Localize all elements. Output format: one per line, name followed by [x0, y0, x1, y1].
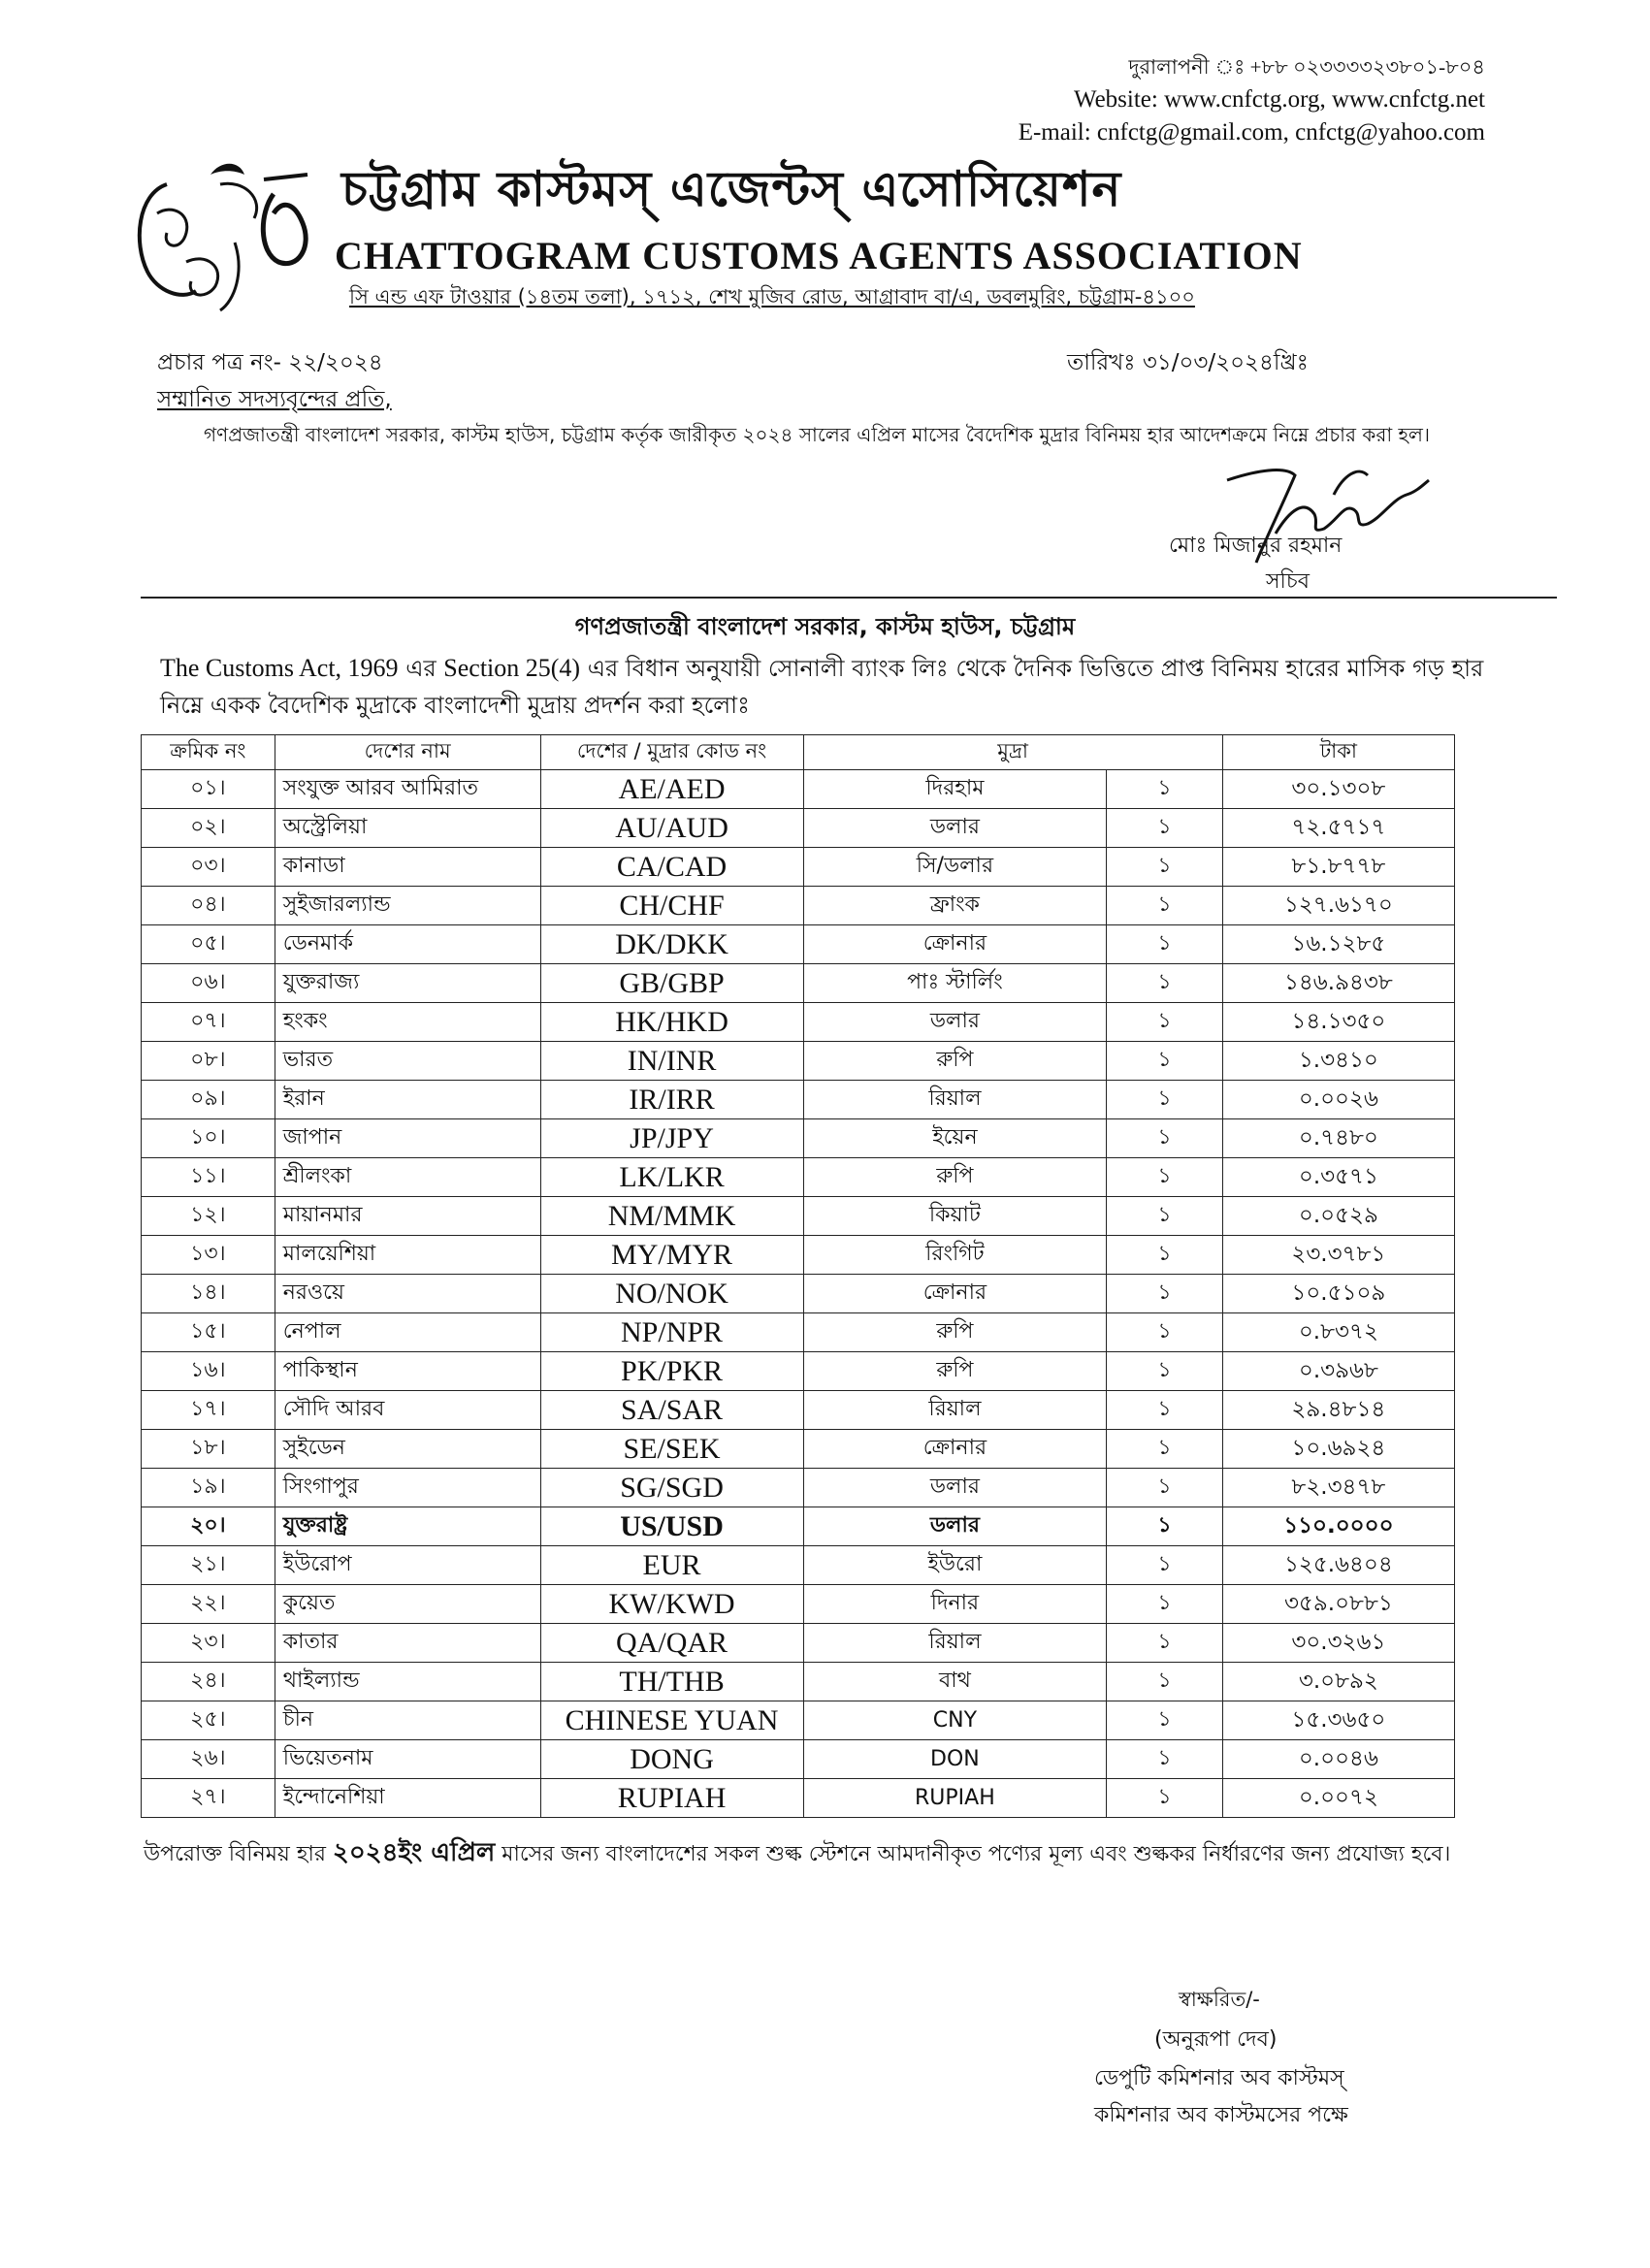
unit-cell: ১	[1107, 925, 1223, 964]
taka-cell: ৩.০৮৯২	[1222, 1663, 1454, 1701]
secretary-name: মোঃ মিজানুর রহমান	[1169, 534, 1343, 558]
code-cell: EUR	[540, 1546, 803, 1585]
unit-cell: ১	[1107, 1236, 1223, 1275]
taka-cell: ১২৭.৬১৭০	[1222, 887, 1454, 925]
unit-cell: ১	[1107, 1081, 1223, 1119]
table-row	[142, 1546, 1455, 1585]
code-cell: SA/SAR	[540, 1391, 803, 1430]
country-cell: পাকিস্থান	[275, 1352, 540, 1391]
unit-cell: ১	[1107, 809, 1223, 848]
code-cell: SE/SEK	[540, 1430, 803, 1469]
country-cell: যুক্তরাষ্ট্র	[275, 1507, 540, 1546]
country-cell: সুইডেন	[275, 1430, 540, 1469]
unit-cell: ১	[1107, 1740, 1223, 1779]
unit-cell: ১	[1107, 1003, 1223, 1042]
serial-cell: ০৯।	[142, 1081, 275, 1119]
table-row	[142, 1740, 1455, 1779]
circular-number: প্রচার পত্র নং- ২২/২০২৪	[157, 350, 383, 375]
currency-cell: সি/ডলার	[803, 848, 1107, 887]
header-taka: টাকা	[1222, 735, 1454, 770]
serial-cell: ১৬।	[142, 1352, 275, 1391]
org-name-bengali: চট্টগ্রাম কাস্টমস্ এজেন্টস্ এসোসিয়েশন	[341, 161, 1122, 217]
email-text: E-mail: cnfctg@gmail.com, cnfctg@yahoo.com	[1018, 119, 1485, 146]
signed-label: স্বাক্ষরিত/-	[1179, 1988, 1260, 2011]
unit-cell: ১	[1107, 1197, 1223, 1236]
code-cell: SG/SGD	[540, 1469, 803, 1507]
currency-cell: পাঃ স্টার্লিং	[803, 964, 1107, 1003]
note-highlight: ২০২৪ইং এপ্রিল	[332, 1838, 496, 1867]
serial-cell: ০৬।	[142, 964, 275, 1003]
taka-cell: ২৩.৩৭৮১	[1222, 1236, 1454, 1275]
country-cell: নরওয়ে	[275, 1275, 540, 1313]
currency-cell: RUPIAH	[803, 1779, 1107, 1818]
code-cell: CA/CAD	[540, 848, 803, 887]
org-name-english: CHATTOGRAM CUSTOMS AGENTS ASSOCIATION	[335, 234, 1303, 277]
serial-cell: ১১।	[142, 1158, 275, 1197]
unit-cell: ১	[1107, 887, 1223, 925]
unit-cell: ১	[1107, 1469, 1223, 1507]
currency-cell: দিরহাম	[803, 770, 1107, 809]
unit-cell: ১	[1107, 1158, 1223, 1197]
code-cell: IR/IRR	[540, 1081, 803, 1119]
serial-cell: ১৯।	[142, 1469, 275, 1507]
code-cell: NM/MMK	[540, 1197, 803, 1236]
unit-cell: ১	[1107, 1585, 1223, 1624]
serial-cell: ২৫।	[142, 1701, 275, 1740]
table-header-row	[142, 735, 1455, 770]
code-cell: MY/MYR	[540, 1236, 803, 1275]
taka-cell: ৩৫৯.০৮৮১	[1222, 1585, 1454, 1624]
unit-cell: ১	[1107, 1546, 1223, 1585]
unit-cell: ১	[1107, 1391, 1223, 1430]
section-ref: Section 25(4)	[443, 654, 581, 682]
taka-cell: ১৪.১৩৫০	[1222, 1003, 1454, 1042]
country-cell: চীন	[275, 1701, 540, 1740]
table-row	[142, 1275, 1455, 1313]
currency-cell: রুপি	[803, 1042, 1107, 1081]
country-cell: সুইজারল্যান্ড	[275, 887, 540, 925]
currency-cell: রিয়াল	[803, 1081, 1107, 1119]
table-row	[142, 1779, 1455, 1818]
table-row	[142, 809, 1455, 848]
table-row	[142, 964, 1455, 1003]
currency-cell: দিনার	[803, 1585, 1107, 1624]
taka-cell: ০.৩৯৬৮	[1222, 1352, 1454, 1391]
order-body	[160, 650, 1499, 724]
taka-cell: ১০.৬৯২৪	[1222, 1430, 1454, 1469]
taka-cell: ১.৩৪১০	[1222, 1042, 1454, 1081]
currency-cell: রুপি	[803, 1313, 1107, 1352]
unit-cell: ১	[1107, 1275, 1223, 1313]
country-cell: ভারত	[275, 1042, 540, 1081]
country-cell: ভিয়েতনাম	[275, 1740, 540, 1779]
code-cell: NO/NOK	[540, 1275, 803, 1313]
table-row	[142, 887, 1455, 925]
code-cell: DONG	[540, 1740, 803, 1779]
serial-cell: ০১।	[142, 770, 275, 809]
table-row	[142, 1236, 1455, 1275]
officer-designation: ডেপুটি কমিশনার অব কাস্টমস্	[1094, 2066, 1344, 2090]
table-row	[142, 1701, 1455, 1740]
serial-cell: ০৫।	[142, 925, 275, 964]
unit-cell: ১	[1107, 1624, 1223, 1663]
code-cell: HK/HKD	[540, 1003, 803, 1042]
taka-cell: ৮১.৮৭৭৮	[1222, 848, 1454, 887]
currency-cell: ক্রোনার	[803, 925, 1107, 964]
country-cell: ইরান	[275, 1081, 540, 1119]
country-cell: যুক্তরাজ্য	[275, 964, 540, 1003]
currency-cell: ইয়েন	[803, 1119, 1107, 1158]
phone-number: দুরালাপনী ঃ +৮৮ ০২৩৩৩৩২৩৮০১-৮০৪	[1128, 55, 1485, 79]
applicability-note	[144, 1833, 1502, 1874]
table-row	[142, 1469, 1455, 1507]
table-row	[142, 1430, 1455, 1469]
table-row	[142, 1042, 1455, 1081]
country-cell: কুয়েত	[275, 1585, 540, 1624]
taka-cell: ৮২.৩৪৭৮	[1222, 1469, 1454, 1507]
currency-cell: রিংগিট	[803, 1236, 1107, 1275]
header-code: দেশের / মুদ্রার কোড নং	[540, 735, 803, 770]
code-cell: NP/NPR	[540, 1313, 803, 1352]
anniversary-logo	[128, 155, 317, 320]
unit-cell: ১	[1107, 1701, 1223, 1740]
table-row	[142, 1119, 1455, 1158]
country-cell: ইউরোপ	[275, 1546, 540, 1585]
currency-cell: বাথ	[803, 1663, 1107, 1701]
note-part2: মাসের জন্য বাংলাদেশের সকল শুল্ক স্টেশনে আমদানীকৃত পণ্যের মূল্য এবং শুল্ককর নির্ধারণের জন্য প্রযোজ্য হবে।	[495, 1842, 1451, 1866]
code-cell: KW/KWD	[540, 1585, 803, 1624]
code-cell: RUPIAH	[540, 1779, 803, 1818]
circular-date: তারিখঃ ৩১/০৩/২০২৪খ্রিঃ	[1067, 350, 1309, 375]
code-cell: DK/DKK	[540, 925, 803, 964]
table-row	[142, 1507, 1455, 1546]
taka-cell: ০.৮৩৭২	[1222, 1313, 1454, 1352]
code-cell: GB/GBP	[540, 964, 803, 1003]
currency-cell: রুপি	[803, 1352, 1107, 1391]
header-serial: ক্রমিক নং	[142, 735, 275, 770]
recipients-line: সম্মানিত সদস্যবৃন্দের প্রতি,	[157, 387, 392, 412]
serial-cell: ২৪।	[142, 1663, 275, 1701]
note-part1: উপরোক্ত বিনিময় হার	[144, 1842, 333, 1866]
currency-cell: ক্রোনার	[803, 1275, 1107, 1313]
table-row	[142, 1585, 1455, 1624]
unit-cell: ১	[1107, 1507, 1223, 1546]
unit-cell: ১	[1107, 848, 1223, 887]
code-cell: CH/CHF	[540, 887, 803, 925]
country-cell: ইন্দোনেশিয়া	[275, 1779, 540, 1818]
taka-cell: ১৬.১২৮৫	[1222, 925, 1454, 964]
unit-cell: ১	[1107, 1352, 1223, 1391]
unit-cell: ১	[1107, 770, 1223, 809]
table-row	[142, 1663, 1455, 1701]
taka-cell: ৭২.৫৭১৭	[1222, 809, 1454, 848]
table-row	[142, 1003, 1455, 1042]
code-cell: QA/QAR	[540, 1624, 803, 1663]
taka-cell: ১৫.৩৬৫০	[1222, 1701, 1454, 1740]
country-cell: সংযুক্ত আরব আমিরাত	[275, 770, 540, 809]
country-cell: ডেনমার্ক	[275, 925, 540, 964]
code-cell: LK/LKR	[540, 1158, 803, 1197]
order-body-part2: এর বিধান অনুযায়ী সোনালী ব্যাংক লিঃ থেকে দৈনিক ভিত্তিতে প্রাপ্ত বিনিময় হারের মাসিক গড় হার নিম্নে একক বৈদেশিক মুদ্রাকে বাংলাদেশী মুদ্রায় প্রদর্শন করা হলোঃ	[160, 655, 1484, 719]
country-cell: অস্ট্রেলিয়া	[275, 809, 540, 848]
taka-cell: ০.০০৭২	[1222, 1779, 1454, 1818]
country-cell: কানাডা	[275, 848, 540, 887]
unit-cell: ১	[1107, 1430, 1223, 1469]
table-row	[142, 925, 1455, 964]
code-cell: PK/PKR	[540, 1352, 803, 1391]
serial-cell: ০৭।	[142, 1003, 275, 1042]
intro-paragraph: গণপ্রজাতন্ত্রী বাংলাদেশ সরকার, কাস্টম হাউস, চট্টগ্রাম কর্তৃক জারীকৃত ২০২৪ সালের এপ্রিল মাসের বৈদেশিক মুদ্রার বিনিময় হার আদেশক্রমে নিম্নে প্রচার করা হল।	[204, 423, 1431, 446]
taka-cell: ০.০০২৬	[1222, 1081, 1454, 1119]
currency-cell: কিয়াট	[803, 1197, 1107, 1236]
country-cell: জাপান	[275, 1119, 540, 1158]
serial-cell: ১৪।	[142, 1275, 275, 1313]
exchange-rate-table	[141, 734, 1455, 1818]
website-text: Website: www.cnfctg.org, www.cnfctg.net	[1073, 86, 1485, 113]
currency-cell: ক্রোনার	[803, 1430, 1107, 1469]
serial-cell: ২২।	[142, 1585, 275, 1624]
taka-cell: ১২৫.৬৪০৪	[1222, 1546, 1454, 1585]
currency-cell: ডলার	[803, 1469, 1107, 1507]
taka-cell: ৩০.১৩০৮	[1222, 770, 1454, 809]
org-address: সি এন্ড এফ টাওয়ার (১৪তম তলা), ১৭১২, শেখ মুজিব রোড, আগ্রাবাদ বা/এ, ডবলমুরিং, চট্টগ্রাম-৪১০০	[349, 285, 1195, 308]
country-cell: কাতার	[275, 1624, 540, 1663]
table-row	[142, 1081, 1455, 1119]
serial-cell: ২১।	[142, 1546, 275, 1585]
header-currency: মুদ্রা	[803, 735, 1222, 770]
unit-cell: ১	[1107, 1663, 1223, 1701]
currency-cell: CNY	[803, 1701, 1107, 1740]
currency-cell: রিয়াল	[803, 1391, 1107, 1430]
serial-cell: ২৭।	[142, 1779, 275, 1818]
table-row	[142, 1624, 1455, 1663]
header-country: দেশের নাম	[275, 735, 540, 770]
code-cell: US/USD	[540, 1507, 803, 1546]
currency-cell: DON	[803, 1740, 1107, 1779]
serial-cell: ০৩।	[142, 848, 275, 887]
officer-on-behalf: কমিশনার অব কাস্টমসের পক্ষে	[1094, 2103, 1348, 2127]
code-cell: JP/JPY	[540, 1119, 803, 1158]
serial-cell: ১৫।	[142, 1313, 275, 1352]
taka-cell: ০.০৫২৯	[1222, 1197, 1454, 1236]
taka-cell: ০.৭৪৮০	[1222, 1119, 1454, 1158]
taka-cell: ১০.৫১০৯	[1222, 1275, 1454, 1313]
country-cell: থাইল্যান্ড	[275, 1663, 540, 1701]
act-name: The Customs Act, 1969	[160, 654, 399, 682]
currency-cell: রিয়াল	[803, 1624, 1107, 1663]
unit-cell: ১	[1107, 1119, 1223, 1158]
code-cell: IN/INR	[540, 1042, 803, 1081]
secretary-title: সচিব	[1266, 569, 1310, 594]
taka-cell: ৩০.৩২৬১	[1222, 1624, 1454, 1663]
currency-cell: ডলার	[803, 1003, 1107, 1042]
order-body-part1: এর	[398, 655, 444, 682]
currency-cell: ফ্রাংক	[803, 887, 1107, 925]
currency-cell: ডলার	[803, 1507, 1107, 1546]
currency-cell: ডলার	[803, 809, 1107, 848]
serial-cell: ১৭।	[142, 1391, 275, 1430]
section-divider	[141, 597, 1557, 599]
unit-cell: ১	[1107, 964, 1223, 1003]
country-cell: সিংগাপুর	[275, 1469, 540, 1507]
table-body	[142, 770, 1455, 1818]
country-cell: মায়ানমার	[275, 1197, 540, 1236]
country-cell: হংকং	[275, 1003, 540, 1042]
serial-cell: ২০।	[142, 1507, 275, 1546]
code-cell: CHINESE YUAN	[540, 1701, 803, 1740]
contact-block	[1019, 50, 1485, 149]
serial-cell: ১৮।	[142, 1430, 275, 1469]
code-cell: AU/AUD	[540, 809, 803, 848]
code-cell: AE/AED	[540, 770, 803, 809]
serial-cell: ০৪।	[142, 887, 275, 925]
serial-cell: ২৬।	[142, 1740, 275, 1779]
country-cell: মালয়েশিয়া	[275, 1236, 540, 1275]
currency-cell: রুপি	[803, 1158, 1107, 1197]
table-row	[142, 1197, 1455, 1236]
unit-cell: ১	[1107, 1779, 1223, 1818]
serial-cell: ১২।	[142, 1197, 275, 1236]
table-row	[142, 1352, 1455, 1391]
country-cell: সৌদি আরব	[275, 1391, 540, 1430]
unit-cell: ১	[1107, 1042, 1223, 1081]
serial-cell: ০২।	[142, 809, 275, 848]
order-heading: গণপ্রজাতন্ত্রী বাংলাদেশ সরকার, কাস্টম হাউস, চট্টগ্রাম	[574, 613, 1076, 640]
country-cell: নেপাল	[275, 1313, 540, 1352]
table-row	[142, 1391, 1455, 1430]
taka-cell: ১৪৬.৯৪৩৮	[1222, 964, 1454, 1003]
taka-cell: ০.০০৪৬	[1222, 1740, 1454, 1779]
code-cell: TH/THB	[540, 1663, 803, 1701]
table-row	[142, 770, 1455, 809]
officer-name: (অনুরূপা দেব)	[1154, 2027, 1278, 2052]
unit-cell: ১	[1107, 1313, 1223, 1352]
taka-cell: ২৯.৪৮১৪	[1222, 1391, 1454, 1430]
taka-cell: ০.৩৫৭১	[1222, 1158, 1454, 1197]
taka-cell: ১১০.০০০০	[1222, 1507, 1454, 1546]
serial-cell: ০৮।	[142, 1042, 275, 1081]
currency-cell: ইউরো	[803, 1546, 1107, 1585]
serial-cell: ২৩।	[142, 1624, 275, 1663]
serial-cell: ১৩।	[142, 1236, 275, 1275]
table-row	[142, 1158, 1455, 1197]
country-cell: শ্রীলংকা	[275, 1158, 540, 1197]
table-row	[142, 1313, 1455, 1352]
table-row	[142, 848, 1455, 887]
serial-cell: ১০।	[142, 1119, 275, 1158]
